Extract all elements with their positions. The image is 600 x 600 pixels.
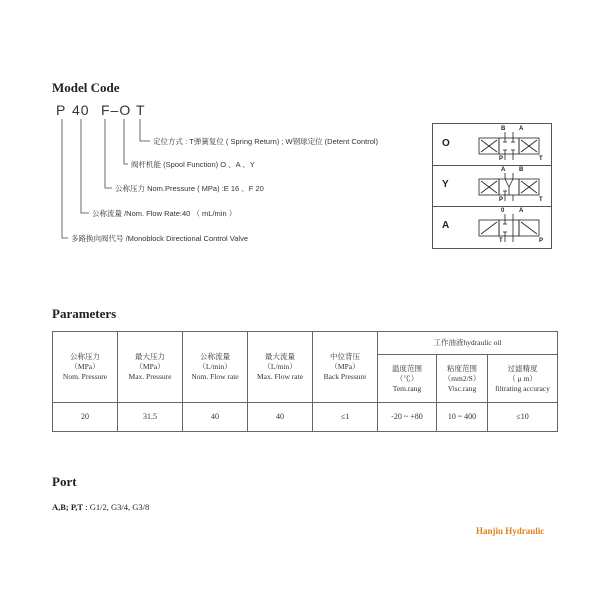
value-visc-range: 10 ~ 400 <box>437 403 488 432</box>
port-label: P <box>499 197 504 203</box>
spool-symbol-box <box>432 123 552 249</box>
code-letter-flow: 40 <box>72 102 90 118</box>
header-unit: （MPa） <box>135 362 165 371</box>
symbol-letter: O <box>442 138 450 149</box>
port-label-text: A,B; P,T <box>52 502 84 512</box>
parameters-title: Parameters <box>52 306 117 321</box>
port-value-text: : G1/2, G3/4, G3/8 <box>83 502 150 512</box>
port-label: B <box>501 126 506 132</box>
code-letter-pressure-spool: F–O <box>101 102 132 118</box>
header-temp-range <box>378 355 437 403</box>
header-zh: 最大压力 <box>135 352 165 361</box>
port-label: 0 <box>501 208 505 214</box>
port-title: Port <box>52 474 77 489</box>
spool-a-symbol <box>471 208 549 246</box>
port-spec <box>52 502 149 512</box>
header-en: Visc.rang <box>447 383 477 393</box>
code-letter-positioning: T <box>136 102 146 118</box>
desc-nom-flow: 公称流量 /Nom. Flow Rate:40 （ mL/min ） <box>92 209 237 218</box>
header-filtrating-accuracy <box>488 355 558 403</box>
desc-nom-pressure: 公称压力 Nom.Pressure ( MPa) :E 16 、F 20 <box>115 184 264 193</box>
symbol-letter: A <box>442 220 450 231</box>
code-letter-series: P <box>56 102 67 118</box>
header-unit: （MPa） <box>330 362 360 371</box>
header-en: Max. Pressure <box>128 372 172 381</box>
header-en: filtrating accuracy <box>495 383 550 393</box>
header-zh: 公称流量 <box>200 352 230 361</box>
port-label: T <box>539 197 543 203</box>
value-max-pressure: 31.5 <box>118 403 183 432</box>
header-hydraulic-oil: 工作油液hydraulic oil <box>378 332 558 355</box>
header-unit: （L/min） <box>263 362 297 371</box>
header-max-flow <box>248 332 313 403</box>
header-visc-range <box>437 355 488 403</box>
value-nom-pressure: 20 <box>53 403 118 432</box>
port-label: T <box>539 156 543 162</box>
header-zh: 粘度范围 <box>447 363 477 373</box>
header-en: Nom. Pressure <box>62 372 108 381</box>
port-label: T <box>499 238 503 244</box>
symbol-row-a <box>433 206 551 247</box>
header-back-pressure <box>313 332 378 403</box>
symbol-letter: Y <box>442 179 449 190</box>
parameters-table <box>52 331 558 432</box>
header-zh: 公称压力 <box>70 352 100 361</box>
header-zh: 最大流量 <box>265 352 295 361</box>
header-unit: （mm2/S） <box>443 373 481 383</box>
desc-valve-code: 多路换向阀代号 /Monoblock Directional Control Valve <box>71 234 249 243</box>
desc-spool-function: 阀杆机能 (Spool Function) O 、A 、Y <box>131 160 255 169</box>
spool-o-symbol <box>471 126 549 164</box>
header-zh: 温度范围 <box>392 363 422 373</box>
brand-name: Hanjiu Hydraulic <box>476 526 545 536</box>
header-en: Nom. Flow rate <box>191 372 239 381</box>
value-max-flow: 40 <box>248 403 313 432</box>
header-unit: （L/min） <box>198 362 232 371</box>
header-nom-pressure <box>53 332 118 403</box>
port-label: A <box>519 126 524 132</box>
port-label: P <box>539 238 544 244</box>
header-unit: （MPa） <box>70 362 100 371</box>
value-back-pressure: ≤1 <box>313 403 378 432</box>
symbol-row-o <box>433 124 551 166</box>
port-label: P <box>499 156 504 162</box>
model-code-title: Model Code <box>52 80 120 95</box>
value-filtrating-accuracy: ≤10 <box>488 403 558 432</box>
header-max-pressure <box>118 332 183 403</box>
header-en: Tem.rang <box>392 383 422 393</box>
header-nom-flow <box>183 332 248 403</box>
spool-y-symbol <box>471 167 549 205</box>
header-zh: 中位背压 <box>330 352 360 361</box>
header-en: Max. Flow rate <box>256 372 304 381</box>
value-temp-range: -20 ~ +80 <box>378 403 437 432</box>
header-unit: （℃） <box>395 373 419 383</box>
desc-positioning: 定位方式 : T弹簧复位 ( Spring Return) ; W钢球定位 (Detent Control) <box>153 137 379 146</box>
symbol-row-y <box>433 165 551 207</box>
port-label: A <box>519 208 524 214</box>
header-zh: 过滤精度 <box>507 363 538 373</box>
value-nom-flow: 40 <box>183 403 248 432</box>
port-label: A <box>501 167 506 173</box>
header-unit: （ μ m） <box>508 373 537 383</box>
header-en: Back Pressure <box>323 372 367 381</box>
port-label: B <box>519 167 524 173</box>
